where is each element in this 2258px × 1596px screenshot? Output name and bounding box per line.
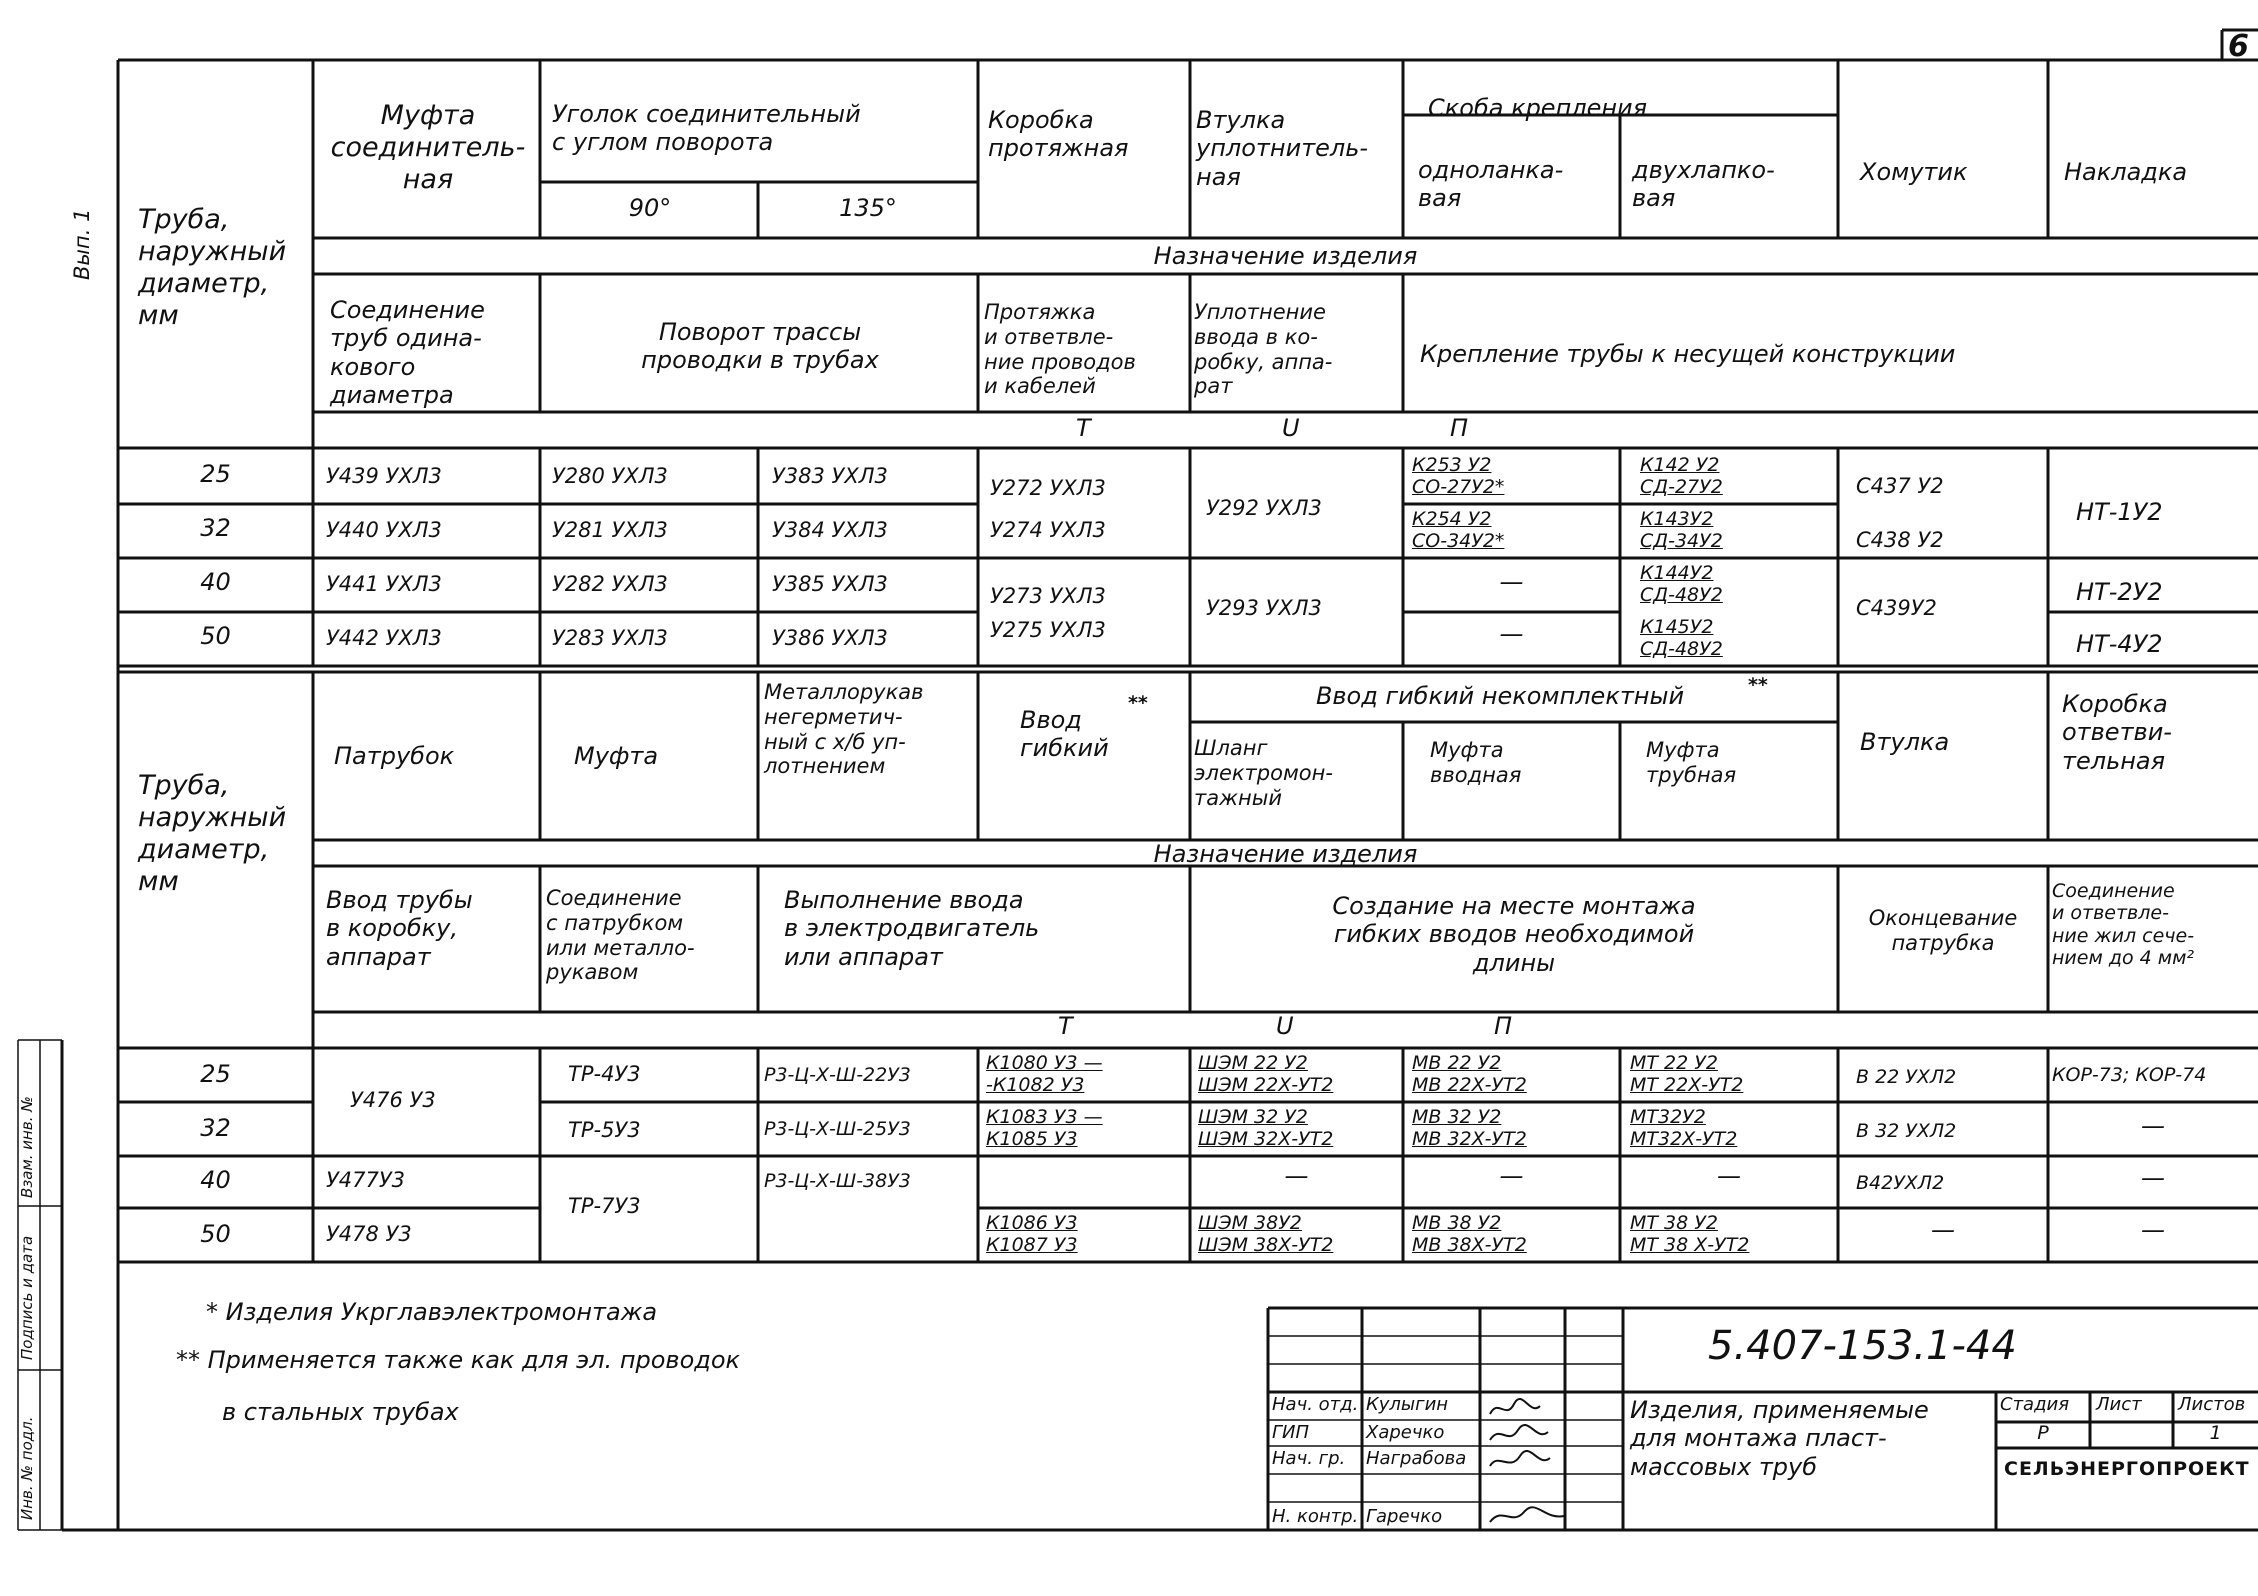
bottom-mufta-trub-32: МТ32У2 МТ32Х-УТ2 <box>1630 1106 1738 1151</box>
top-korobka-b: У274 УХЛ3 <box>990 518 1106 542</box>
bottom-col-vvod-gibkiy-star: ** <box>1128 692 1148 714</box>
top-korobka-a: У272 УХЛ3 <box>990 476 1106 500</box>
sheet-corner-tag: 6 <box>2228 29 2249 64</box>
top-purpose-protyazhka: Протяжка и ответвле- ние проводов и кабелей <box>984 300 1136 399</box>
stamp-name-2: Харечко <box>1366 1422 1445 1443</box>
top-col-korobka: Коробка протяжная <box>988 106 1129 163</box>
bottom-col-shlang: Шланг электромон- тажный <box>1194 736 1333 810</box>
top-dia-25: 25 <box>200 460 231 488</box>
top-odnolap-32: К254 У2 СО-34У2* <box>1412 508 1505 553</box>
stamp-title: Изделия, применяемые для монтажа пласт- массовых труб <box>1630 1396 1929 1481</box>
stamp-name-1: Кулыгин <box>1366 1394 1449 1415</box>
stamp-name-3: Награбова <box>1366 1448 1467 1469</box>
top-col-deg135: 135° <box>839 194 897 222</box>
top-nakladka-a: НТ-1У2 <box>2076 498 2163 526</box>
top-env-t: Т <box>1076 414 1091 442</box>
top-ug135-32: У384 УХЛ3 <box>772 518 888 542</box>
top-homutik-c: С439У2 <box>1856 596 1937 620</box>
bottom-korobka-otv-25: КОР-73; КОР-74 <box>2052 1064 2207 1086</box>
revision-label: Вып. 1 <box>70 208 94 280</box>
top-col-dvuhlap: двухлапко- вая <box>1632 156 1775 213</box>
bottom-patrubok-d: У478 У3 <box>326 1222 412 1246</box>
top-env-u: U <box>1282 414 1300 442</box>
top-ug135-40: У385 УХЛ3 <box>772 572 888 596</box>
margin-inv-podl: Инв. № подл. <box>18 1416 36 1520</box>
top-mufta-25: У439 УХЛ3 <box>326 464 442 488</box>
bottom-purpose-soed-patr: Соединение с патрубком или металло- рукавом <box>546 886 695 985</box>
top-col-vtulka: Втулка уплотнитель- ная <box>1196 106 1369 191</box>
top-col-homutik: Хомутик <box>1860 158 1968 186</box>
top-ug90-25: У280 УХЛ3 <box>552 464 668 488</box>
top-purpose-soed: Соединение труб одина- кового диаметра <box>330 296 485 409</box>
bottom-col-mufta: Муфта <box>574 742 659 770</box>
bottom-col-mufta-trub: Муфта трубная <box>1646 738 1737 787</box>
bottom-purpose-okonts: Оконцевание патрубка <box>1868 906 2018 955</box>
bottom-col-vvod-nekompl-star: ** <box>1748 674 1768 696</box>
bottom-mufta-32: ТР-5У3 <box>568 1118 641 1142</box>
bottom-shlang-50: ШЭМ 38У2 ШЭМ 38Х-УТ2 <box>1198 1212 1334 1257</box>
bottom-vtulka-32: В 32 УХЛ2 <box>1856 1120 1957 1142</box>
top-purpose-povorot: Поворот трассы проводки в трубах <box>641 318 879 375</box>
top-korobka-c: У273 УХЛ3 <box>990 584 1106 608</box>
top-ug135-50: У386 УХЛ3 <box>772 626 888 650</box>
bottom-env-u: U <box>1276 1012 1294 1040</box>
stamp-signatures <box>1484 1394 1574 1530</box>
top-dvuhlap-40: К144У2 СД-48У2 <box>1640 562 1723 607</box>
bottom-metallorukav-32: Р3-Ц-Х-Ш-25У3 <box>764 1118 911 1140</box>
bottom-dia-40: 40 <box>200 1166 231 1194</box>
stamp-role-1: Нач. отд. <box>1272 1394 1359 1415</box>
top-dia-40: 40 <box>200 568 231 596</box>
top-nakladka-b: НТ-2У2 <box>2076 578 2163 606</box>
bottom-mufta-vvod-50: МВ 38 У2 МВ 38Х-УТ2 <box>1412 1212 1527 1257</box>
top-dia-50: 50 <box>200 622 231 650</box>
bottom-vvod-gibkiy-25: К1080 У3 — -К1082 У3 <box>986 1052 1103 1097</box>
top-odnolap-40: — <box>1499 568 1524 596</box>
top-mufta-32: У440 УХЛ3 <box>326 518 442 542</box>
bottom-col-mufta-vvod: Муфта вводная <box>1430 738 1522 787</box>
stamp-name-4: Гаречко <box>1366 1506 1443 1527</box>
top-ug90-40: У282 УХЛ3 <box>552 572 668 596</box>
top-korobka-d: У275 УХЛ3 <box>990 618 1106 642</box>
bottom-env-p: П <box>1494 1012 1513 1040</box>
bottom-shlang-40: — <box>1284 1162 1309 1190</box>
bottom-col-metallorukav: Металлорукав негерметич- ный с х/б уп- лотнением <box>764 680 924 779</box>
top-ug90-50: У283 УХЛ3 <box>552 626 668 650</box>
bottom-metallorukav-25: Р3-Ц-Х-Ш-22У3 <box>764 1064 911 1086</box>
top-col-skoba: Скоба крепления <box>1428 94 1648 122</box>
bottom-metallorukav-40: Р3-Ц-Х-Ш-38У3 <box>764 1170 911 1192</box>
top-nakladka-c: НТ-4У2 <box>2076 630 2163 658</box>
top-col-odnolap: одноланка- вая <box>1418 156 1564 213</box>
bottom-pipe-diameter-header: Труба, наружный диаметр, мм <box>138 770 287 897</box>
bottom-col-patrubok: Патрубок <box>334 742 455 770</box>
bottom-mufta-trub-25: МТ 22 У2 МТ 22Х-УТ2 <box>1630 1052 1744 1097</box>
top-ug135-25: У383 УХЛ3 <box>772 464 888 488</box>
bottom-purpose-vvod-truby: Ввод трубы в коробку, аппарат <box>326 886 473 971</box>
top-purpose-title: Назначение изделия <box>1153 242 1418 270</box>
bottom-vtulka-40: В42УХЛ2 <box>1856 1172 1945 1194</box>
stamp-role-4: Н. контр. <box>1272 1506 1359 1527</box>
stamp-role-2: ГИП <box>1272 1422 1310 1443</box>
stamp-listov-label: Листов <box>2178 1394 2246 1415</box>
bottom-dia-25: 25 <box>200 1060 231 1088</box>
top-dia-32: 32 <box>200 514 231 542</box>
bottom-dia-32: 32 <box>200 1114 231 1142</box>
bottom-mufta-40: ТР-7У3 <box>568 1194 641 1218</box>
bottom-vtulka-50: — <box>1931 1216 1955 1244</box>
bottom-mufta-vvod-25: МВ 22 У2 МВ 22Х-УТ2 <box>1412 1052 1527 1097</box>
top-ug90-32: У281 УХЛ3 <box>552 518 668 542</box>
top-homutik-b: С438 У2 <box>1856 528 1944 552</box>
bottom-korobka-otv-50: — <box>2141 1216 2165 1244</box>
bottom-mufta-25: ТР-4У3 <box>568 1062 641 1086</box>
stamp-stadia-label: Стадия <box>2000 1394 2070 1415</box>
bottom-patrubok-c: У477У3 <box>326 1168 406 1192</box>
stamp-org: СЕЛЬЭНЕРГОПРОЕКТ <box>2004 1458 2250 1480</box>
margin-vzam-inv: Взам. инв. № <box>18 1096 36 1198</box>
bottom-mufta-vvod-32: МВ 32 У2 МВ 32Х-УТ2 <box>1412 1106 1527 1151</box>
top-env-p: П <box>1450 414 1469 442</box>
top-col-nakladka: Накладка <box>2064 158 2188 186</box>
bottom-purpose-title: Назначение изделия <box>1153 840 1418 868</box>
stamp-stadia-value: Р <box>2037 1422 2049 1444</box>
note-2: ** Применяется также как для эл. проводок <box>176 1346 741 1374</box>
bottom-purpose-soed-otv: Соединение и ответвле- ние жил сече- нием до 4 мм² <box>2052 880 2195 970</box>
bottom-korobka-otv-32: — <box>2141 1112 2165 1140</box>
note-3: в стальных трубах <box>222 1398 459 1426</box>
margin-podpis-data: Подпись и дата <box>18 1235 36 1360</box>
bottom-vvod-gibkiy-32: К1083 У3 — К1085 У3 <box>986 1106 1103 1151</box>
stamp-listov-value: 1 <box>2209 1422 2222 1444</box>
bottom-purpose-sozdanie: Создание на месте монтажа гибких вводов необходимой длины <box>1332 892 1696 977</box>
bottom-patrubok-a: У476 У3 <box>350 1088 436 1112</box>
top-odnolap-25: К253 У2 СО-27У2* <box>1412 454 1505 499</box>
top-dvuhlap-50: К145У2 СД-48У2 <box>1640 616 1723 661</box>
top-vtulka-b: У293 УХЛ3 <box>1206 596 1322 620</box>
bottom-col-vtulka: Втулка <box>1860 728 1950 756</box>
bottom-col-korobka-otv: Коробка ответви- тельная <box>2062 690 2172 775</box>
stamp-list-label: Лист <box>2096 1394 2142 1415</box>
top-vtulka-a: У292 УХЛ3 <box>1206 496 1322 520</box>
top-dvuhlap-25: К142 У2 СД-27У2 <box>1640 454 1723 499</box>
bottom-mufta-trub-40: — <box>1717 1162 1741 1190</box>
bottom-env-t: Т <box>1058 1012 1073 1040</box>
bottom-korobka-otv-40: — <box>2141 1164 2165 1192</box>
top-purpose-kreplenie: Крепление трубы к несущей конструкции <box>1420 340 1956 368</box>
bottom-shlang-25: ШЭМ 22 У2 ШЭМ 22Х-УТ2 <box>1198 1052 1334 1097</box>
top-col-ugolok: Уголок соединительный с углом поворота <box>552 100 861 157</box>
top-mufta-40: У441 УХЛ3 <box>326 572 442 596</box>
bottom-dia-50: 50 <box>200 1220 231 1248</box>
bottom-mufta-vvod-40: — <box>1499 1162 1524 1190</box>
bottom-purpose-vypolnenie: Выполнение ввода в электродвигатель или аппарат <box>784 886 1040 971</box>
bottom-vvod-gibkiy-50: К1086 У3 К1087 У3 <box>986 1212 1078 1257</box>
top-purpose-uplot: Уплотнение ввода в ко- робку, аппа- рат <box>1194 300 1333 399</box>
top-pipe-diameter-header: Труба, наружный диаметр, мм <box>138 204 287 331</box>
note-1: * Изделия Укрглавэлектромонтажа <box>206 1298 658 1326</box>
top-col-mufta: Муфта соединитель- ная <box>330 100 526 195</box>
top-dvuhlap-32: К143У2 СД-34У2 <box>1640 508 1723 553</box>
top-col-deg90: 90° <box>628 194 672 222</box>
top-mufta-50: У442 УХЛ3 <box>326 626 442 650</box>
bottom-mufta-trub-50: МТ 38 У2 МТ 38 Х-УТ2 <box>1630 1212 1750 1257</box>
stamp-role-3: Нач. гр. <box>1272 1448 1346 1469</box>
bottom-vtulka-25: В 22 УХЛ2 <box>1856 1066 1957 1088</box>
bottom-shlang-32: ШЭМ 32 У2 ШЭМ 32Х-УТ2 <box>1198 1106 1334 1151</box>
doc-code: 5.407-153.1-44 <box>1708 1323 2017 1369</box>
top-odnolap-50: — <box>1499 620 1524 648</box>
bottom-col-vvod-nekompl: Ввод гибкий некомплектный <box>1315 682 1685 710</box>
top-homutik-a: С437 У2 <box>1856 474 1944 498</box>
bottom-col-vvod-gibkiy: Ввод гибкий <box>1020 706 1109 763</box>
